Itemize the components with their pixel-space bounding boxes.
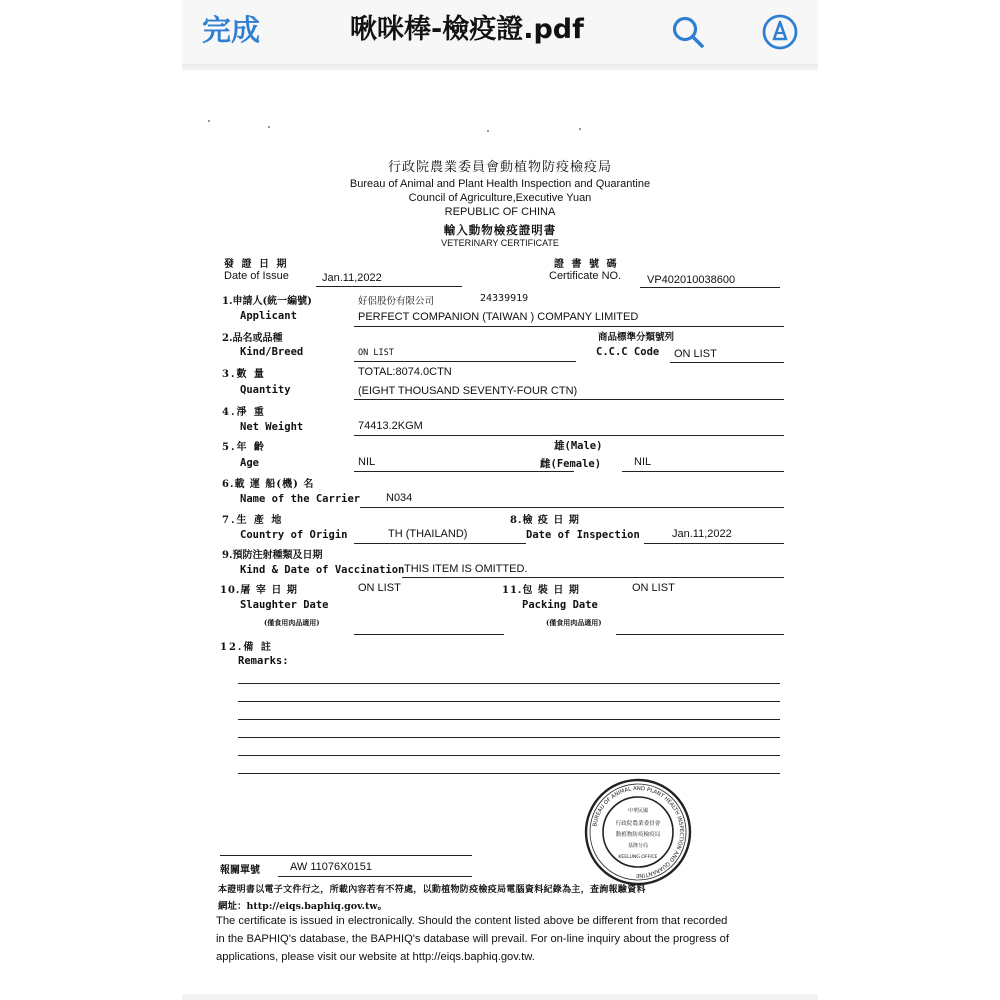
quantity-label-zh: 3.數 量	[222, 369, 266, 380]
ccc-code-label-zh: 商品標準分類號列	[598, 332, 675, 343]
age-label: Age	[240, 457, 259, 469]
pdf-viewer	[182, 0, 818, 1000]
footer-note-en-3: applications, please visit our website at http://eiqs.baphiq.gov.tw.	[216, 951, 535, 963]
age-label-zh: 5.年 齡	[222, 442, 266, 453]
applicant-tax-id: 24339919	[480, 293, 529, 304]
age-value: NIL	[358, 456, 376, 468]
male-label: 雄(Male)	[554, 440, 603, 452]
carrier-label-zh: 6.載 運 船(機) 名	[222, 479, 315, 490]
official-seal	[584, 778, 692, 886]
svg-text:BUREAU OF ANIMAL AND PLANT HEA: BUREAU OF ANIMAL AND PLANT HEALTH INSPECTION AND QUARANTINE	[592, 785, 685, 879]
slaughter-date-label-zh: 10.屠 宰 日 期	[220, 585, 298, 596]
slaughter-date-label: Slaughter Date	[240, 599, 329, 611]
footer-note-zh-2: 網址：http://eiqs.baphiq.gov.tw。	[218, 901, 388, 912]
kind-value: ON LIST	[358, 348, 394, 358]
female-label: 雌(Female)	[540, 458, 602, 470]
slaughter-date-note: (僅食用肉品適用)	[264, 618, 320, 627]
packing-date-note: (僅食用肉品適用)	[546, 618, 602, 627]
vaccination-label: Kind & Date of Vaccination	[240, 564, 405, 576]
net-weight-label: Net Weight	[240, 421, 304, 433]
slaughter-date-value: ON LIST	[358, 582, 401, 594]
remarks-label: Remarks:	[238, 655, 289, 667]
country-name: REPUBLIC OF CHINA	[444, 206, 556, 218]
packing-date-value: ON LIST	[632, 582, 675, 594]
footer-note-en-1: The certificate is issued in electronically. Should the content listed above be different from that recorded	[216, 915, 728, 927]
svg-text:行政院農業委員會: 行政院農業委員會	[615, 821, 661, 827]
customs-no-label-zh: 報關單號	[220, 865, 260, 876]
packing-date-label-zh: 11.包 裝 日 期	[502, 585, 580, 596]
bureau-name-zh: 行政院農業委員會動植物防疫檢疫局	[387, 160, 612, 175]
applicant-label: Applicant	[240, 310, 297, 322]
svg-text:中華民國: 中華民國	[627, 808, 649, 814]
markup-pen-icon[interactable]	[760, 12, 800, 52]
certificate-no-label: Certificate NO.	[549, 270, 622, 282]
inspection-date-value: Jan.11,2022	[672, 528, 732, 540]
issue-date-value: Jan.11,2022	[322, 272, 382, 284]
bottom-edge	[182, 994, 818, 1000]
net-weight-label-zh: 4.淨 重	[222, 407, 266, 418]
footer-note-zh-1: 本證明書以電子文件行之，所載內容若有不符處，以動植物防疫檢疫局電腦資料紀錄為主，查詢報驗資料	[218, 885, 646, 895]
search-icon[interactable]	[668, 12, 708, 52]
issue-date-label-zh: 發 證 日 期	[224, 259, 289, 270]
carrier-label: Name of the Carrier	[240, 493, 361, 505]
certificate-title-zh: 輸入動物檢疫證明書	[443, 223, 557, 237]
origin-label: Country of Origin	[240, 529, 348, 541]
ccc-code-value: ON LIST	[674, 348, 717, 360]
navbar-divider	[182, 64, 818, 71]
packing-date-label: Packing Date	[522, 599, 598, 611]
remarks-label-zh: 12.備 註	[220, 642, 273, 653]
applicant-name-zh: 好侶股份有限公司	[358, 296, 435, 307]
certificate-title-en: VETERINARY CERTIFICATE	[441, 238, 559, 248]
svg-text:動植物防疫檢疫局: 動植物防疫檢疫局	[615, 832, 661, 838]
quantity-value: TOTAL:8074.0CTN	[358, 366, 452, 378]
quantity-value-words: (EIGHT THOUSAND SEVENTY-FOUR CTN)	[358, 385, 578, 397]
origin-value: TH (THAILAND)	[388, 528, 468, 540]
issue-date-label: Date of Issue	[224, 270, 289, 282]
svg-text:基隆分局: 基隆分局	[627, 843, 649, 849]
bureau-name-en: Bureau of Animal and Plant Health Inspection and Quarantine	[349, 178, 651, 190]
origin-label-zh: 7.生 產 地	[222, 515, 284, 526]
certificate-page	[182, 78, 818, 1000]
quantity-label: Quantity	[240, 384, 291, 396]
applicant-label-zh: 1.申請人(統一編號)	[222, 296, 312, 307]
inspection-date-label-zh: 8.檢 疫 日 期	[510, 515, 580, 526]
navigation-bar	[182, 0, 818, 64]
vaccination-value: THIS ITEM IS OMITTED.	[404, 563, 528, 575]
ccc-code-label: C.C.C Code	[596, 346, 660, 358]
kind-label-zh: 2.品名或品種	[222, 333, 283, 344]
inspection-date-label: Date of Inspection	[526, 529, 640, 541]
kind-label: Kind/Breed	[240, 346, 304, 358]
carrier-value: N034	[386, 492, 413, 504]
council-name: Council of Agriculture,Executive Yuan	[408, 192, 592, 204]
done-button[interactable]: 完成	[202, 13, 261, 47]
footer-note-en-2: in the BAPHIQ's database, the BAPHIQ's database will prevail. For on-line inquiry about the progress of	[216, 933, 729, 945]
applicant-value: PERFECT COMPANION (TAIWAN ) COMPANY LIMITED	[358, 311, 639, 323]
document-title: 啾咪棒-檢疫證.pdf	[350, 14, 584, 45]
svg-text:KEELUNG OFFICE: KEELUNG OFFICE	[618, 855, 658, 860]
customs-no-value: AW 11076X0151	[290, 861, 372, 873]
sex-value: NIL	[634, 456, 652, 468]
vaccination-label-zh: 9.預防注射種類及日期	[222, 550, 323, 561]
certificate-no-label-zh: 證 書 號 碼	[554, 259, 619, 270]
net-weight-value: 74413.2KGM	[358, 420, 423, 432]
certificate-no-value: VP402010038600	[647, 274, 736, 286]
